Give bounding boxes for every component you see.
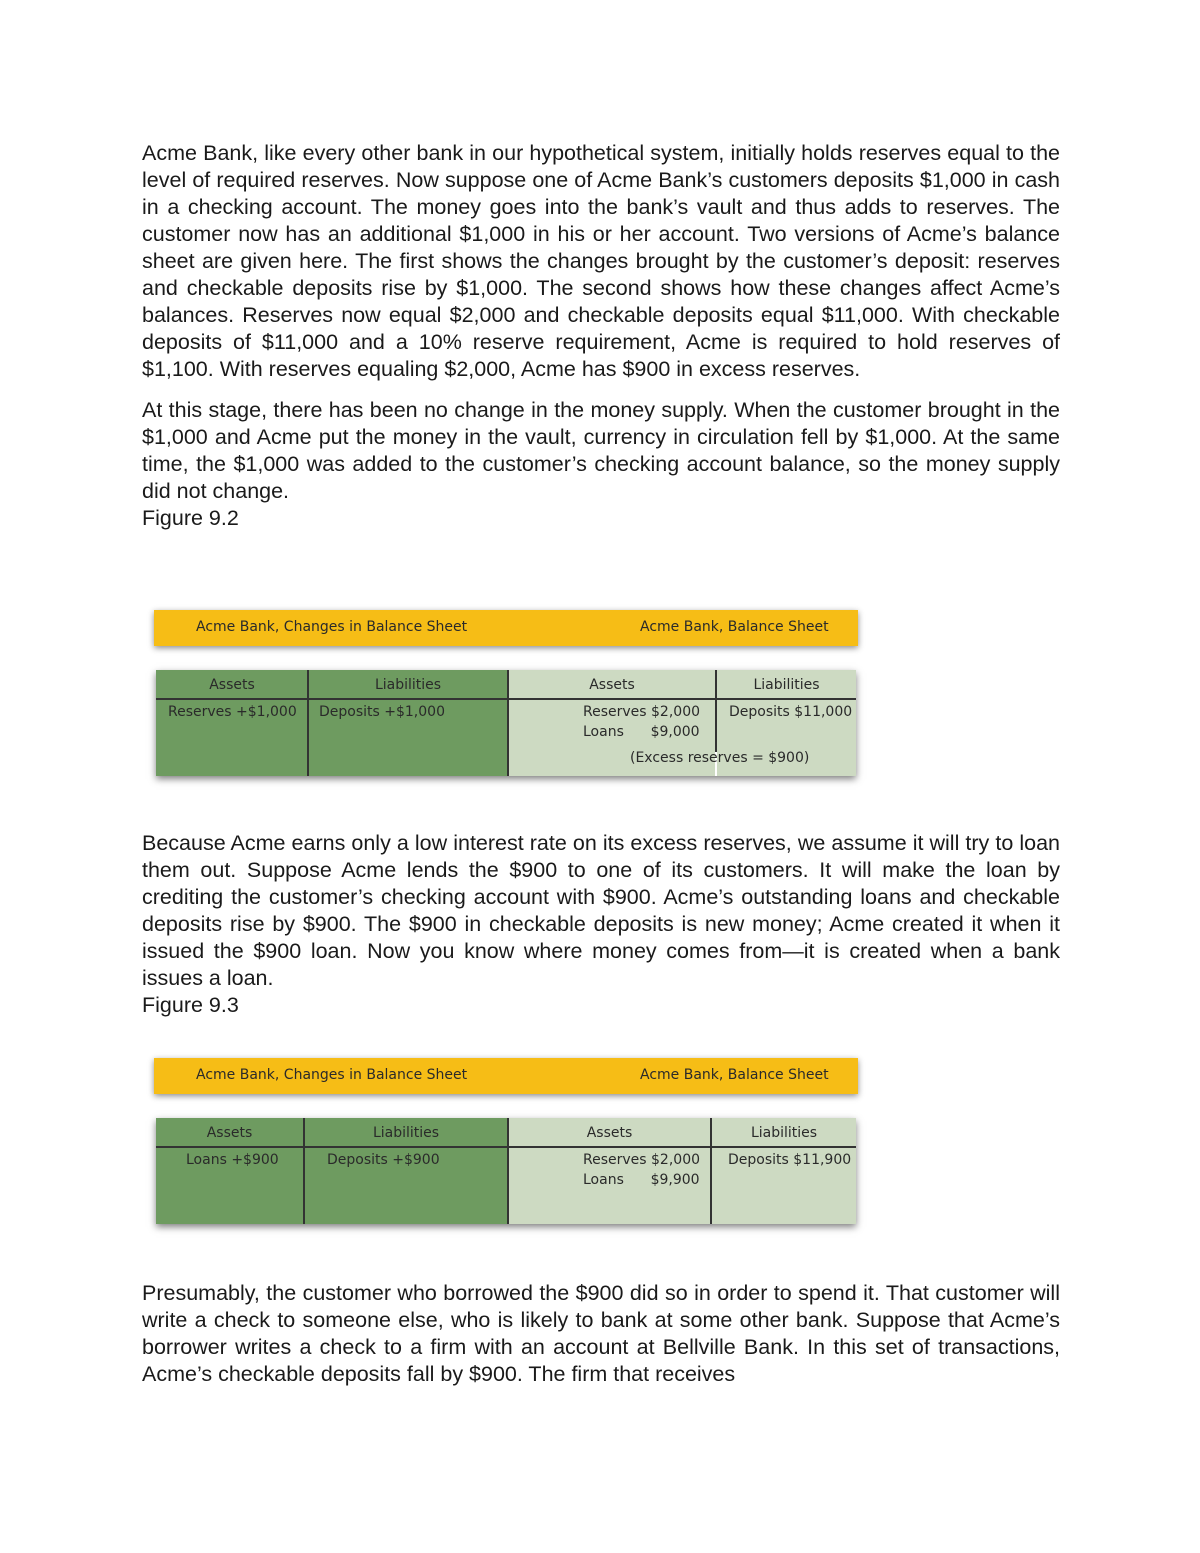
cell-value: Loans $9,900 <box>583 1172 700 1188</box>
balance-assets-column <box>509 1118 710 1224</box>
excess-reserves-note: (Excess reserves = $900) <box>630 750 810 766</box>
paragraph-2: At this stage, there has been no change in the money supply. When the customer brought in the $1,000 and Acme put the money in the vault, currency in circulation fell by $1,000. At the same time, the $1,000 was added to the customer’s checking account balance, so the money supply did not change. <box>142 398 1060 503</box>
document-page-middle <box>142 830 1060 1019</box>
header-changes-label: Acme Bank, Changes in Balance Sheet <box>196 1067 468 1083</box>
balance-sheet-table <box>156 1118 856 1224</box>
figure-header-bar <box>154 1058 858 1094</box>
figure-caption-9-2: Figure 9.2 <box>142 506 239 530</box>
cell-value: Deposits $11,000 <box>729 704 853 720</box>
figure-9-2 <box>150 600 870 790</box>
document-page-bottom <box>142 1280 1060 1388</box>
header-balance-label: Acme Bank, Balance Sheet <box>640 1067 829 1083</box>
changes-assets-column <box>156 670 308 776</box>
cell-value: Reserves +$1,000 <box>168 704 297 720</box>
column-header: Assets <box>509 1118 710 1148</box>
paragraph-4: Presumably, the customer who borrowed the $900 did so in order to spend it. That customer will write a check to someone else, who is likely to bank at some other bank. Suppose that Acme’s borrower writes a check to a firm with an account at Bellville Bank. In this set of transactions, Acme’s checkable deposits fall by $900. The firm that receives <box>142 1281 1060 1386</box>
column-header: Liabilities <box>309 670 507 700</box>
paragraph-3: Because Acme earns only a low interest rate on its excess reserves, we assume it will try to loan them out. Suppose Acme lends the $900 to one of its customers. It will make the loan by crediting the customer’s checking account with $900. Acme’s outstanding loans and checkable deposits rise by $900. The $900 in checkable deposits is new money; Acme created it when it issued the $900 loan. Now you know where money comes from—it is created when a bank issues a loan. <box>142 831 1060 990</box>
column-header: Assets <box>509 670 715 700</box>
column-header: Assets <box>156 1118 303 1148</box>
header-balance-label: Acme Bank, Balance Sheet <box>640 619 829 635</box>
cell-value: Loans +$900 <box>186 1152 279 1168</box>
figure-header-bar <box>154 610 858 646</box>
cell-value: Deposits +$1,000 <box>319 704 445 720</box>
column-header: Liabilities <box>717 670 856 700</box>
column-header: Assets <box>156 670 308 700</box>
paragraph-1: Acme Bank, like every other bank in our hypothetical system, initially holds reserves equal to the level of required reserves. Now suppose one of Acme Bank’s customers deposits $1,000 in cash in a checking account. The money goes into the bank’s vault and thus adds to reserves. The customer now has an additional $1,000 in his or her account. Two versions of Acme’s balance sheet are given here. The first shows the changes brought by the customer’s deposit: reserves and checkable deposits rise by $1,000. The second shows how these changes affect Acme’s balances. Reserves now equal $2,000 and checkable deposits equal $11,000. With checkable deposits of $11,000 and a 10% reserve requirement, Acme is required to hold reserves of $1,100. With reserves equaling $2,000, Acme has $900 in excess reserves. <box>142 141 1060 381</box>
cell-value: Deposits +$900 <box>327 1152 440 1168</box>
changes-assets-column <box>156 1118 303 1224</box>
document-page <box>142 140 1060 532</box>
balance-liabilities-column <box>712 1118 856 1224</box>
cell-value: Deposits $11,900 <box>728 1152 852 1168</box>
column-header: Liabilities <box>712 1118 856 1148</box>
figure-9-3 <box>150 1048 870 1238</box>
column-header: Liabilities <box>305 1118 507 1148</box>
balance-sheet-table <box>156 670 856 776</box>
changes-liabilities-column <box>305 1118 507 1224</box>
header-changes-label: Acme Bank, Changes in Balance Sheet <box>196 619 468 635</box>
cell-value: Reserves $2,000 <box>583 704 701 720</box>
cell-value: Loans $9,000 <box>583 724 700 740</box>
changes-liabilities-column <box>309 670 507 776</box>
cell-value: Reserves $2,000 <box>583 1152 701 1168</box>
figure-caption-9-3: Figure 9.3 <box>142 993 239 1017</box>
